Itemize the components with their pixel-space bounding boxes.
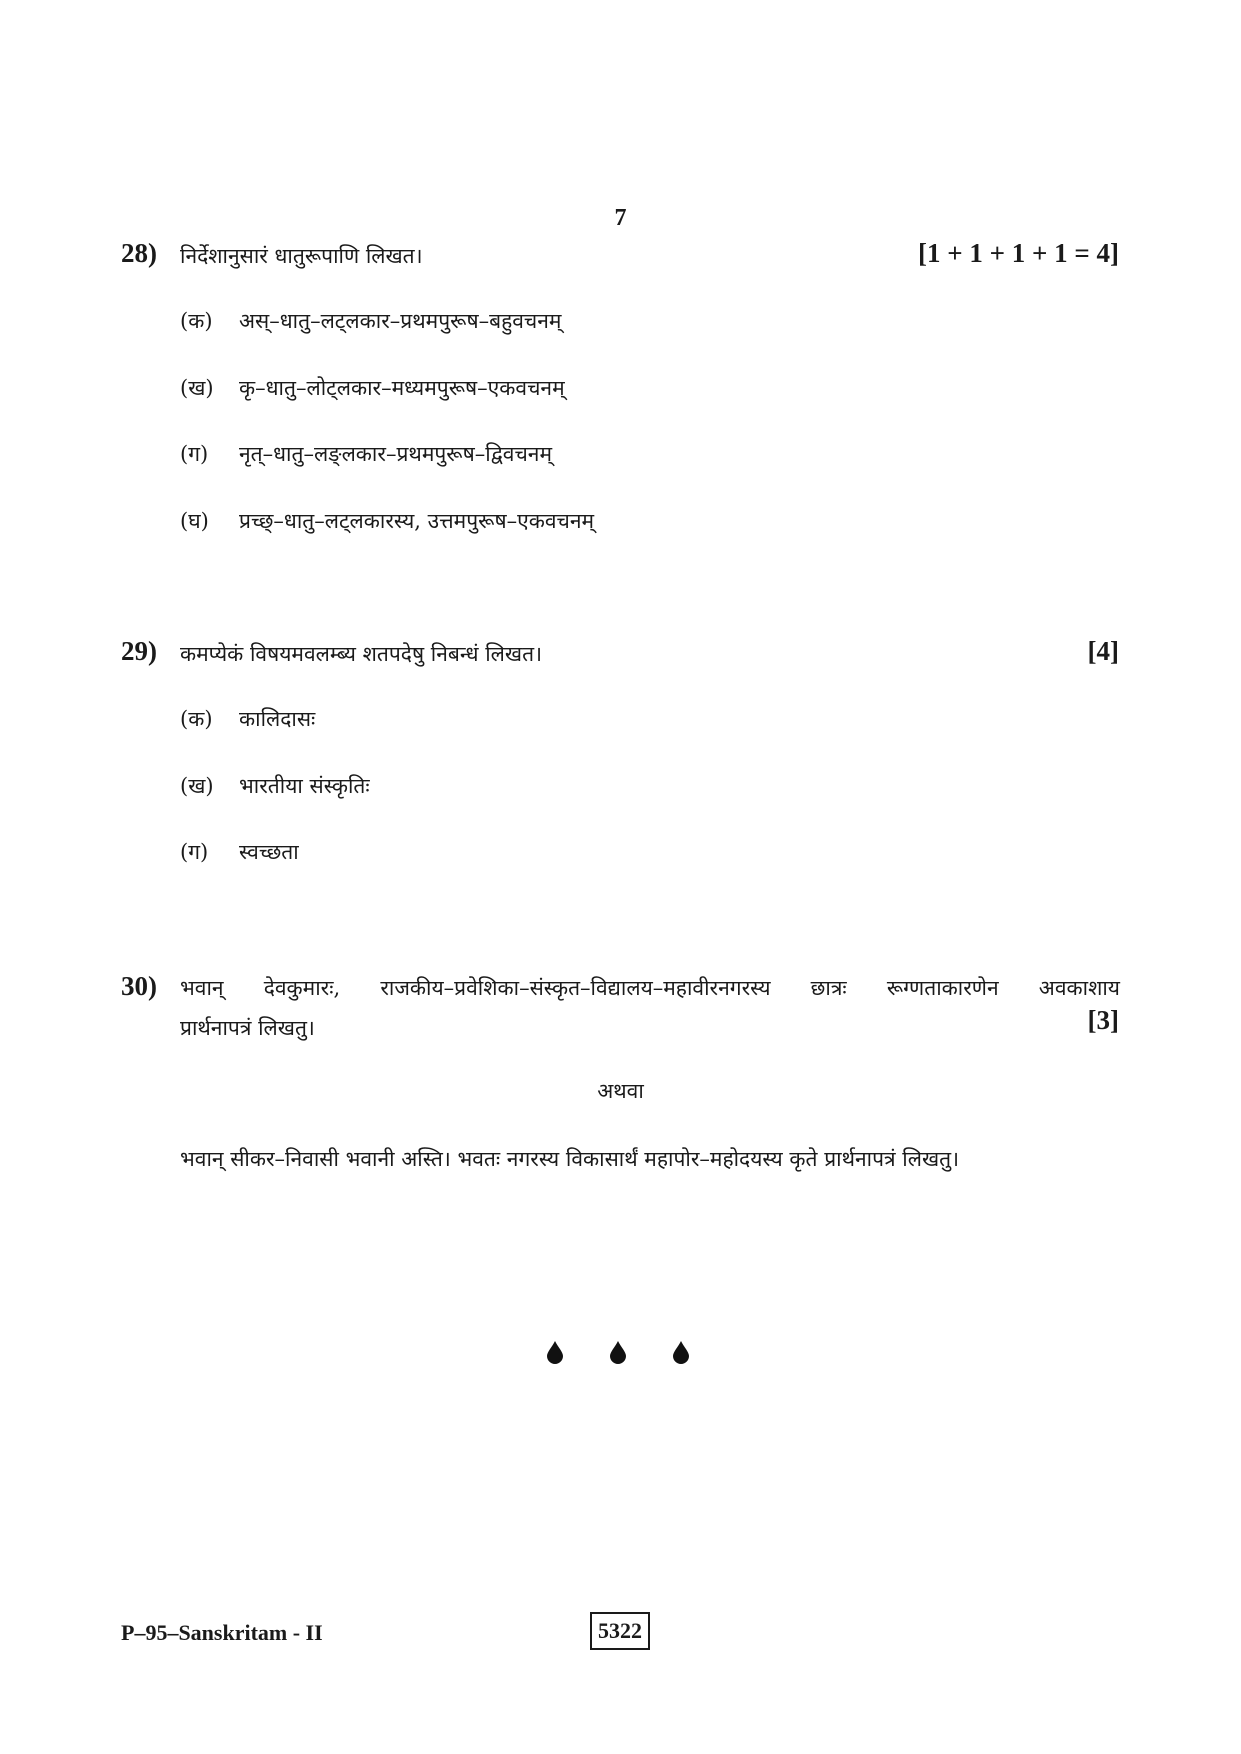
or-separator: अथवा	[597, 1079, 644, 1103]
question-text: निर्देशानुसारं धातुरूपाणि लिखत।	[180, 244, 423, 268]
question-number: 28)	[121, 238, 157, 268]
option-label: (ग)	[180, 442, 209, 466]
question-marks: [4]	[1087, 636, 1119, 666]
question-text: कमप्येकं विषयमवलम्ब्य शतपदेषु निबन्धं लिखत।	[180, 642, 543, 666]
drop-icon	[669, 1340, 693, 1364]
question-number: 30)	[121, 971, 157, 1001]
question-text	[180, 968, 1120, 1048]
option-text: नृत्–धातु–लङ्लकार–प्रथमपुरूष–द्विवचनम्	[239, 442, 553, 466]
drop-icon	[606, 1340, 630, 1364]
page-number: 7	[614, 205, 627, 231]
option-text: कालिदासः	[239, 707, 316, 731]
question-text-line-1: भवान् देवकुमारः, राजकीय–प्रवेशिका–संस्कृत–विद्यालय–महावीरनगरस्य छात्रः रूग्णताकारणेन अवकाशाय	[180, 976, 1120, 1000]
alternative-question-text: भवान् सीकर–निवासी भवानी अस्ति। भवतः नगरस्य विकासार्थं महापोर–महोदयस्य कृते प्रार्थनापत्रं लिखतु।	[180, 1147, 960, 1171]
question-marks: [1 + 1 + 1 + 1 = 4]	[917, 238, 1119, 268]
option-text: कृ–धातु–लोट्लकार–मध्यमपुरूष–एकवचनम्	[239, 376, 565, 400]
question-marks: [3]	[1087, 1005, 1119, 1035]
option-text: भारतीया संस्कृतिः	[239, 774, 370, 798]
option-label: (ग)	[180, 840, 209, 864]
question-number: 29)	[121, 636, 157, 666]
option-label: (घ)	[180, 509, 209, 533]
end-ornament	[543, 1340, 703, 1370]
option-label: (ख)	[180, 774, 214, 798]
option-label: (क)	[180, 309, 213, 333]
serial-number-box: 5322	[590, 1612, 650, 1650]
option-text: स्वच्छता	[239, 840, 299, 864]
option-text: प्रच्छ्–धातु–लट्लकारस्य, उत्तमपुरूष–एकवचनम्	[239, 509, 595, 533]
question-text-line-2: प्रार्थनापत्रं लिखतु।	[180, 1016, 315, 1040]
option-label: (क)	[180, 707, 213, 731]
option-text: अस्–धातु–लट्लकार–प्रथमपुरूष–बहुवचनम्	[239, 309, 562, 333]
paper-code: P–95–Sanskritam - II	[121, 1620, 323, 1645]
option-label: (ख)	[180, 376, 214, 400]
drop-icon	[543, 1340, 567, 1364]
